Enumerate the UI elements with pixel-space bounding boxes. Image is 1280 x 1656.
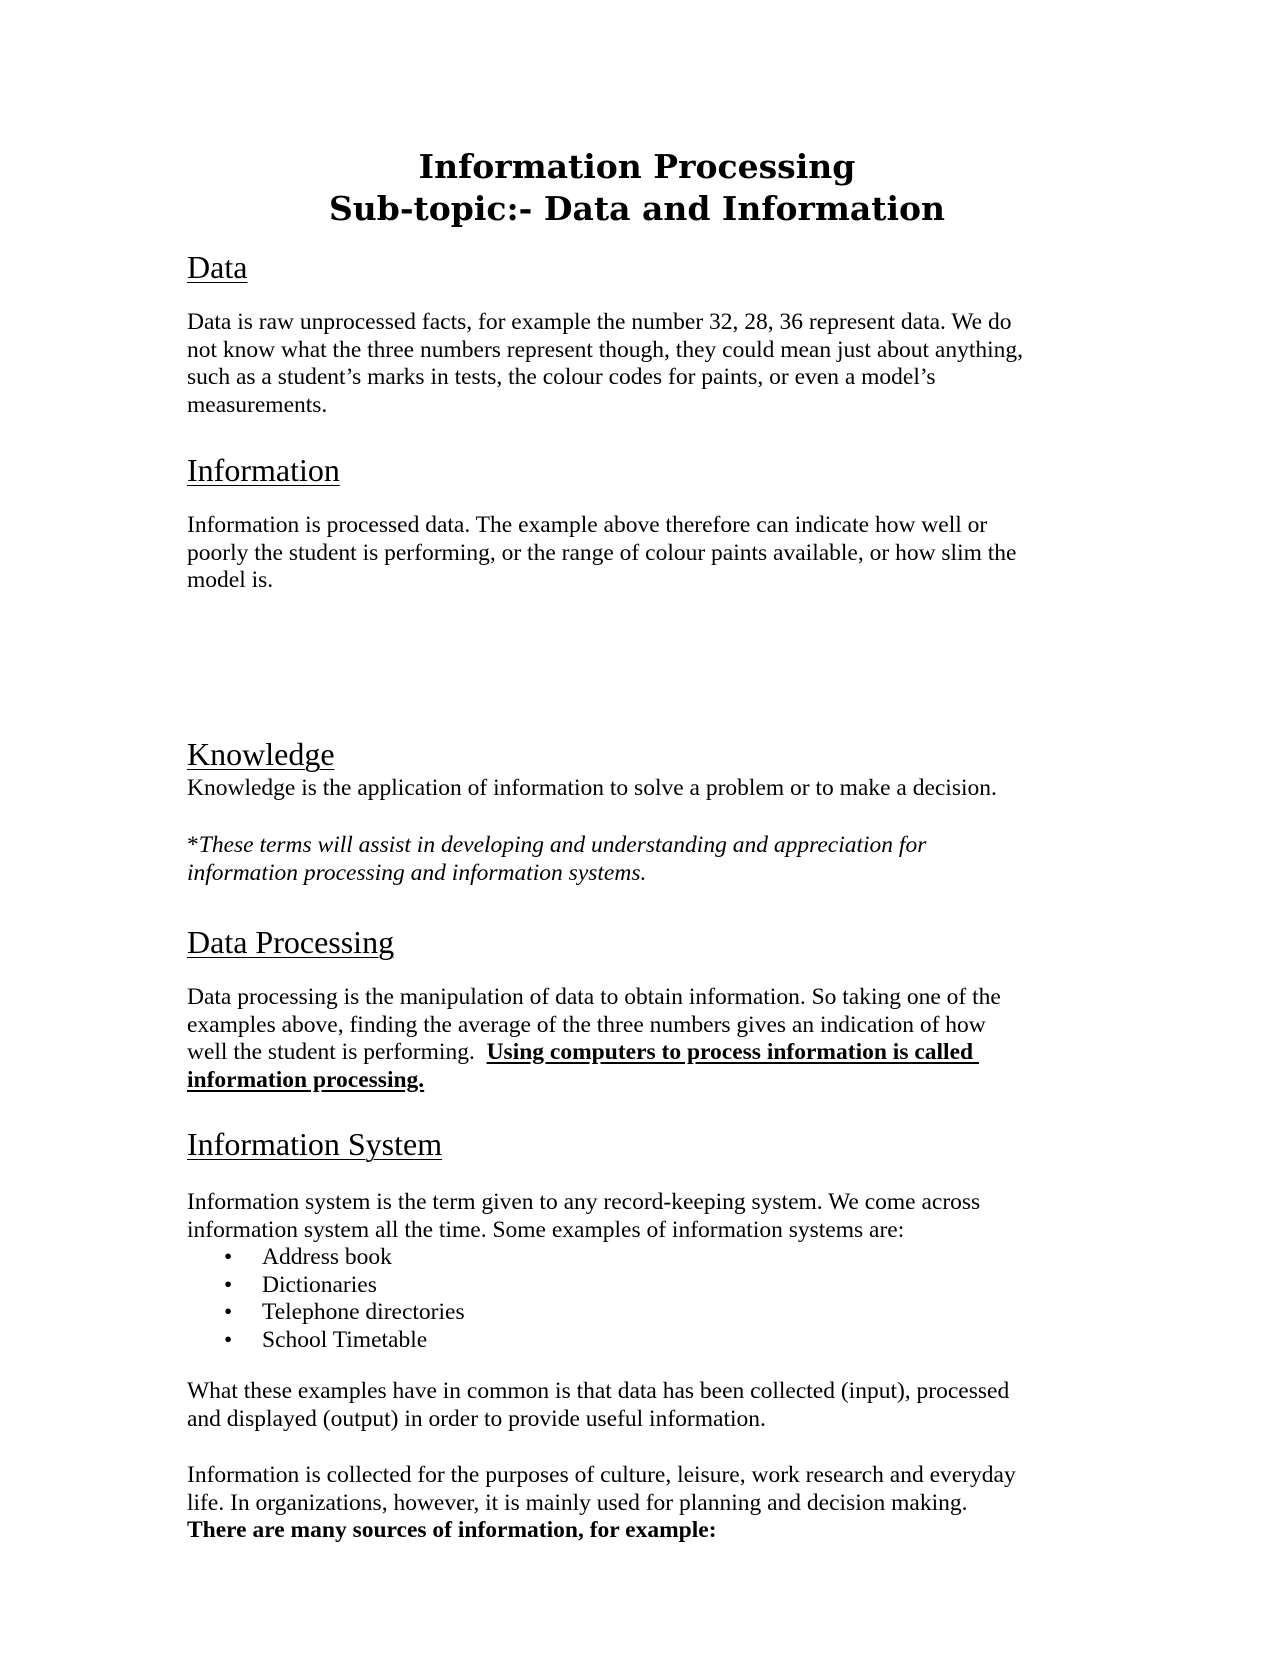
note-asterisk: *	[187, 832, 199, 858]
sources-line: There are many sources of information, for example:	[187, 1517, 717, 1543]
data-line-2: not know what the three numbers represent though, they could mean just about anything,	[187, 336, 1024, 363]
note-line-1: These terms will assist in developing and understanding and appreciation for	[198, 832, 927, 858]
information-paragraph	[187, 512, 1087, 595]
heading-knowledge: Knowledge	[187, 736, 335, 772]
note-line-2: information processing and information systems.	[187, 859, 647, 886]
heading-information-system: Information System	[187, 1126, 443, 1162]
bullet-icon: •	[224, 1299, 233, 1326]
list-item: • Telephone directories	[224, 1299, 465, 1326]
heading-data-processing: Data Processing	[187, 924, 395, 960]
data-processing-line-2: examples above, finding the average of the three numbers gives an indication of how	[187, 1011, 986, 1038]
document-title	[187, 146, 1087, 230]
data-line-3: such as a student’s marks in tests, the colour codes for paints, or even a model’s	[187, 364, 936, 390]
data-processing-emphasis-2: information processing.	[187, 1066, 425, 1093]
data-line-1: Data is raw unprocessed facts, for example the number 32, 28, 36 represent data. We do	[187, 309, 1012, 335]
title-line-2: Sub-topic:- Data and Information	[328, 189, 946, 228]
information-system-intro-line-2: information system all the time. Some examples of information systems are:	[187, 1216, 905, 1243]
purpose-line-2: life. In organizations, however, it is mainly used for planning and decision making.	[187, 1489, 968, 1516]
information-system-common	[187, 1378, 1087, 1433]
title-line-1: Information Processing	[418, 147, 856, 186]
common-line-2: and displayed (output) in order to provide useful information.	[187, 1405, 766, 1432]
bullet-icon: •	[224, 1271, 233, 1298]
bullet-icon: •	[224, 1244, 233, 1270]
list-item: • Address book	[224, 1244, 392, 1270]
information-line-2: poorly the student is performing, or the range of colour paints available, or how slim the	[187, 539, 1017, 566]
information-system-intro	[187, 1189, 1087, 1244]
information-system-examples	[187, 1244, 1087, 1354]
list-item: • School Timetable	[224, 1326, 428, 1353]
information-line-1: Information is processed data. The example above therefore can indicate how well or	[187, 512, 988, 538]
data-processing-line-3: well the student is performing.	[187, 1039, 487, 1065]
information-system-purpose	[187, 1462, 1087, 1545]
common-line-1: What these examples have in common is that data has been collected (input), processed	[187, 1378, 1010, 1404]
data-processing-paragraph	[187, 984, 1087, 1094]
bullet-icon: •	[224, 1326, 233, 1353]
data-paragraph	[187, 309, 1087, 419]
data-processing-emphasis-1: Using computers to process information is called	[486, 1039, 979, 1065]
list-item: • Dictionaries	[224, 1271, 377, 1298]
heading-information: Information	[187, 452, 340, 488]
heading-data: Data	[187, 249, 248, 285]
information-system-intro-line-1: Information system is the term given to any record-keeping system. We come across	[187, 1189, 981, 1215]
knowledge-paragraph: Knowledge is the application of information to solve a problem or to make a decision.	[187, 775, 997, 801]
knowledge-note	[187, 832, 1087, 887]
data-processing-line-1: Data processing is the manipulation of data to obtain information. So taking one of the	[187, 984, 1001, 1010]
data-line-4: measurements.	[187, 391, 328, 418]
information-line-3: model is.	[187, 567, 274, 593]
purpose-line-1: Information is collected for the purposes of culture, leisure, work research and everyday	[187, 1462, 1016, 1488]
